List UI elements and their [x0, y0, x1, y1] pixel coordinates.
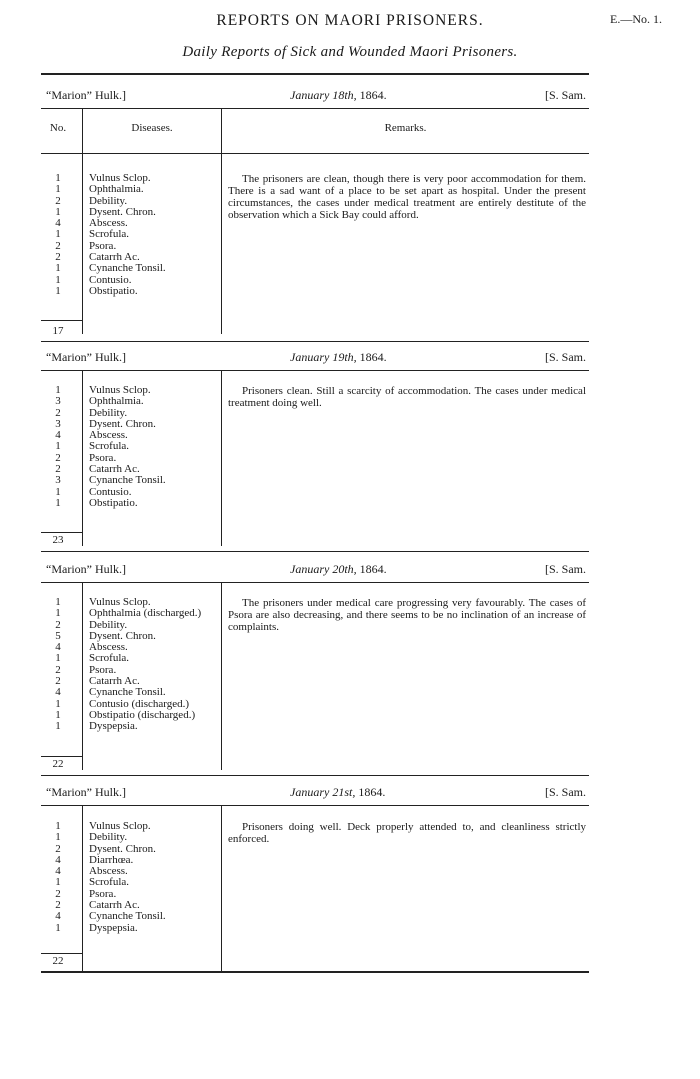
- entry-number: 1: [55, 485, 61, 498]
- diseases-column: [89, 821, 224, 934]
- ship-name: “Marion” Hulk.]: [46, 785, 126, 799]
- entry-number: 2: [55, 451, 61, 464]
- entry-disease: Abscess.: [89, 429, 128, 442]
- entry-number: 2: [55, 251, 61, 264]
- header-rule: [41, 582, 589, 583]
- entry-number: 1: [55, 720, 61, 733]
- entry-disease: Cynanche Tonsil.: [89, 474, 166, 487]
- entry-number: 2: [55, 899, 61, 912]
- total-count: 22: [52, 758, 64, 770]
- column-header-rule: [41, 153, 589, 154]
- entry-disease: Debility.: [89, 618, 128, 631]
- header-rule: [41, 108, 589, 109]
- entry-disease: Ophthalmia (discharged.): [89, 607, 202, 620]
- entry-disease: Dysent. Chron.: [89, 417, 156, 430]
- ship-name: “Marion” Hulk.]: [46, 88, 126, 102]
- entry-disease: Dysent. Chron.: [89, 629, 156, 642]
- entry-number: 1: [55, 284, 61, 297]
- section-rule: [41, 551, 589, 552]
- entry-number: 4: [55, 641, 61, 654]
- entry-number: 1: [55, 205, 61, 218]
- entry-disease: Abscess.: [89, 641, 128, 654]
- report-date: January 18th, 1864.: [290, 88, 387, 102]
- entry-disease: Cynanche Tonsil.: [89, 686, 166, 699]
- entry-number: 1: [55, 831, 61, 844]
- entry-disease: Dyspepsia.: [89, 921, 138, 934]
- total-count: 23: [52, 534, 64, 546]
- column-divider: [82, 370, 83, 546]
- bottom-rule: [41, 971, 589, 973]
- entry-disease: Contusio (discharged.): [89, 697, 190, 710]
- entry-number: 1: [55, 262, 61, 275]
- entry-disease: Psora.: [89, 887, 117, 900]
- entry-disease: Ophthalmia.: [89, 395, 144, 408]
- header-rule: [41, 805, 589, 806]
- entry-number: 2: [55, 663, 61, 676]
- entry-number: 1: [55, 596, 61, 608]
- entry-number: 2: [55, 618, 61, 631]
- remarks-text: The prisoners under medical care progressing very favourably. The cases of Psora are also decreasing, and there seems to be no inclination of an increase of complaints.: [228, 597, 586, 633]
- page-subtitle: Daily Reports of Sick and Wounded Maori Prisoners.: [182, 44, 518, 60]
- page-title: REPORTS ON MAORI PRISONERS.: [216, 12, 484, 29]
- entry-number: 1: [55, 228, 61, 241]
- entry-number: 1: [55, 172, 61, 184]
- total-count: 22: [52, 955, 64, 967]
- entry-number: 2: [55, 675, 61, 688]
- remarks-text: The prisoners are clean, though there is very poor accommodation for them. There is a sad want of a place to be set apart as hospital. Under the present circumstances, the cases under medical treatment are entirely destitute of the observation which a Sick Bay could afford.: [228, 173, 586, 221]
- entry-disease: Vulnus Sclop.: [89, 172, 151, 184]
- entry-disease: Scrofula.: [89, 440, 130, 453]
- entry-disease: Dyspepsia.: [89, 720, 138, 733]
- numbers-column: [46, 821, 70, 934]
- entry-number: 1: [55, 273, 61, 286]
- entry-number: 1: [55, 652, 61, 665]
- entry-number: 1: [55, 384, 61, 396]
- column-divider: [82, 582, 83, 770]
- total-rule: [41, 756, 82, 757]
- entry-number: 4: [55, 686, 61, 699]
- signature: [S. Sam.: [544, 350, 586, 364]
- entry-disease: Obstipatio.: [89, 284, 138, 297]
- entry-disease: Obstipatio (discharged.): [89, 708, 196, 721]
- report-date: January 20th, 1864.: [290, 562, 387, 576]
- entry-disease: Catarrh Ac.: [89, 899, 140, 912]
- entry-number: 3: [55, 474, 61, 487]
- entry-disease: Abscess.: [89, 217, 128, 230]
- entry-number: 2: [55, 887, 61, 900]
- entry-disease: Scrofula.: [89, 228, 130, 241]
- entry-number: 4: [55, 853, 61, 866]
- entry-number: 5: [55, 629, 61, 642]
- ship-name: “Marion” Hulk.]: [46, 350, 126, 364]
- report-header: [46, 88, 586, 104]
- entry-number: 3: [55, 417, 61, 430]
- entry-disease: Debility.: [89, 831, 128, 844]
- diseases-column: [89, 385, 224, 509]
- entry-disease: Obstipatio.: [89, 496, 138, 509]
- column-remarks: Remarks.: [384, 122, 427, 134]
- entry-number: 1: [55, 440, 61, 453]
- entry-disease: Vulnus Sclop.: [89, 384, 151, 396]
- entry-disease: Vulnus Sclop.: [89, 820, 151, 832]
- entry-number: 4: [55, 429, 61, 442]
- entry-number: 1: [55, 876, 61, 889]
- report-date: January 21st, 1864.: [290, 785, 386, 799]
- report-header: [46, 785, 586, 801]
- entry-number: 1: [55, 697, 61, 710]
- entry-number: 2: [55, 239, 61, 252]
- column-no: No.: [49, 122, 67, 134]
- entry-disease: Diarrhœa.: [89, 853, 134, 866]
- entry-number: 2: [55, 406, 61, 419]
- entry-number: 3: [55, 395, 61, 408]
- remarks-text: Prisoners doing well. Deck properly attended to, and cleanliness strictly enforced.: [228, 821, 586, 845]
- total-rule: [41, 532, 82, 533]
- entry-disease: Cynanche Tonsil.: [89, 910, 166, 923]
- entry-disease: Ophthalmia.: [89, 183, 144, 196]
- entry-number: 2: [55, 194, 61, 207]
- entry-disease: Catarrh Ac.: [89, 251, 140, 264]
- report-date: January 19th, 1864.: [290, 350, 387, 364]
- entry-number: 1: [55, 607, 61, 620]
- column-diseases: Diseases.: [131, 122, 173, 134]
- signature: [S. Sam.: [544, 785, 586, 799]
- report-header: [46, 350, 586, 366]
- entry-disease: Abscess.: [89, 865, 128, 878]
- entry-number: 1: [55, 820, 61, 832]
- entry-number: 4: [55, 910, 61, 923]
- report-header: [46, 562, 586, 578]
- entry-disease: Catarrh Ac.: [89, 463, 140, 476]
- total-rule: [41, 320, 82, 321]
- entry-number: 4: [55, 217, 61, 230]
- total-rule: [41, 953, 82, 954]
- entry-number: 1: [55, 496, 61, 509]
- top-rule: [41, 73, 589, 75]
- section-rule: [41, 775, 589, 776]
- numbers-column: [46, 385, 70, 509]
- entry-disease: Psora.: [89, 451, 117, 464]
- entry-number: 1: [55, 921, 61, 934]
- diseases-column: [89, 173, 224, 297]
- total-count: 17: [52, 325, 64, 337]
- entry-number: 4: [55, 865, 61, 878]
- entry-disease: Vulnus Sclop.: [89, 596, 151, 608]
- document-reference: E.—No. 1.: [610, 12, 662, 26]
- entry-disease: Psora.: [89, 663, 117, 676]
- entry-disease: Dysent. Chron.: [89, 205, 156, 218]
- entry-disease: Contusio.: [89, 273, 132, 286]
- entry-number: 1: [55, 708, 61, 721]
- entry-number: 2: [55, 463, 61, 476]
- header-rule: [41, 370, 589, 371]
- entry-number: 2: [55, 842, 61, 855]
- entry-disease: Contusio.: [89, 485, 132, 498]
- numbers-column: [46, 173, 70, 297]
- signature: [S. Sam.: [544, 88, 586, 102]
- entry-number: 1: [55, 183, 61, 196]
- remarks-text: Prisoners clean. Still a scarcity of accommodation. The cases under medical treatment doing well.: [228, 385, 586, 409]
- entry-disease: Debility.: [89, 194, 128, 207]
- column-divider: [82, 805, 83, 971]
- entry-disease: Scrofula.: [89, 876, 130, 889]
- column-divider: [82, 108, 83, 334]
- entry-disease: Scrofula.: [89, 652, 130, 665]
- ship-name: “Marion” Hulk.]: [46, 562, 126, 576]
- numbers-column: [46, 597, 70, 733]
- entry-disease: Catarrh Ac.: [89, 675, 140, 688]
- diseases-column: [89, 597, 224, 733]
- entry-disease: Psora.: [89, 239, 117, 252]
- entry-disease: Cynanche Tonsil.: [89, 262, 166, 275]
- entry-disease: Dysent. Chron.: [89, 842, 156, 855]
- entry-disease: Debility.: [89, 406, 128, 419]
- signature: [S. Sam.: [544, 562, 586, 576]
- section-rule: [41, 341, 589, 342]
